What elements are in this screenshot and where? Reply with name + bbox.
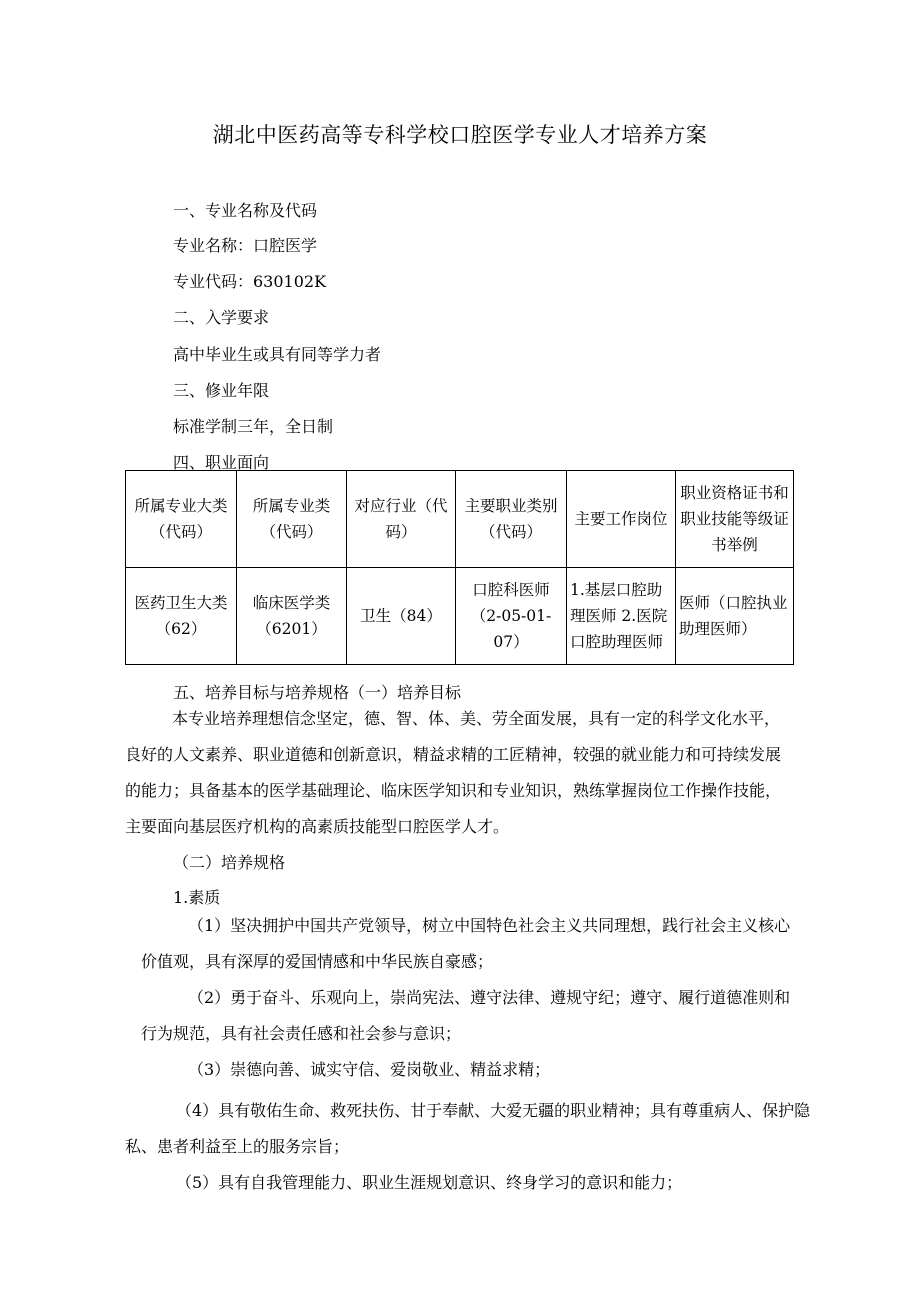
- section4-heading: 四、职业面向: [173, 453, 270, 472]
- quality-item-5: （5）具有自我管理能力、职业生涯规划意识、终身学习的意识和能力；: [176, 1173, 683, 1192]
- table-cell: 医师（口腔执业助理医师）: [676, 568, 794, 665]
- entry-requirement-text: 高中毕业生或具有同等学力者: [173, 345, 382, 364]
- quality-item-1: （1）坚决拥护中国共产党领导，树立中国特色社会主义共同理想，践行社会主义核心价值观，具有深厚的爱国情感和中华民族自豪感；: [141, 916, 791, 971]
- table-header-cell: 主要工作岗位: [567, 471, 676, 568]
- table-header-cell: 职业资格证书和职业技能等级证书举例: [676, 471, 794, 568]
- table-header-cell: 主要职业类别（代码）: [456, 471, 567, 568]
- document-title: 湖北中医药高等专科学校口腔医学专业人才培养方案: [212, 123, 708, 147]
- section2-heading: 二、入学要求: [173, 308, 270, 327]
- major-code-line: 专业代码：630102K: [173, 272, 327, 291]
- table-header-row: [126, 471, 794, 568]
- study-duration-text: 标准学制三年，全日制: [173, 417, 334, 436]
- table-cell: 医药卫生大类（62）: [126, 568, 237, 665]
- section1-heading: 一、专业名称及代码: [173, 201, 318, 220]
- major-name-line: 专业名称：口腔医学: [173, 236, 318, 255]
- quality-heading: 1.素质: [173, 888, 221, 907]
- spec-heading: （二）培养规格: [173, 853, 286, 872]
- table-cell: 临床医学类（6201）: [237, 568, 347, 665]
- quality-item-2: （2）勇于奋斗、乐观向上，崇尚宪法、遵守法律、遵规守纪；遵守、履行道德准则和行为规范，具有社会责任感和社会参与意识；: [141, 988, 791, 1043]
- training-goal-paragraph: 本专业培养理想信念坚定，德、智、体、美、劳全面发展，具有一定的科学文化水平，良好的人文素养、职业道德和创新意识，精益求精的工匠精神，较强的就业能力和可持续发展的能力；具备基本的医学基础理论、临床医学知识和专业知识，熟练掌握岗位工作操作技能，主要面向基层医疗机构的高素质技能型口腔医学人才。: [125, 709, 782, 836]
- table-cell: 卫生（84）: [347, 568, 456, 665]
- section3-heading: 三、修业年限: [173, 381, 270, 400]
- table-cell: 口腔科医师（2-05-01-07）: [456, 568, 567, 665]
- table-cell: 1.基层口腔助理医师 2.医院口腔助理医师: [567, 568, 676, 665]
- table-header-cell: 对应行业（代码）: [347, 471, 456, 568]
- quality-item-3: （3）崇德向善、诚实守信、爱岗敬业、精益求精；: [188, 1060, 551, 1079]
- table-header-cell: 所属专业大类（代码）: [126, 471, 237, 568]
- section5-heading: 五、培养目标与培养规格（一）培养目标: [173, 683, 462, 702]
- table-header-cell: 所属专业类（代码）: [237, 471, 347, 568]
- table-row: [126, 568, 794, 665]
- quality-item-4: （4）具有敬佑生命、救死扶伤、甘于奉献、大爱无疆的职业精神；具有尊重病人、保护隐私、患者利益至上的服务宗旨；: [125, 1101, 811, 1156]
- career-orientation-table: [125, 470, 794, 665]
